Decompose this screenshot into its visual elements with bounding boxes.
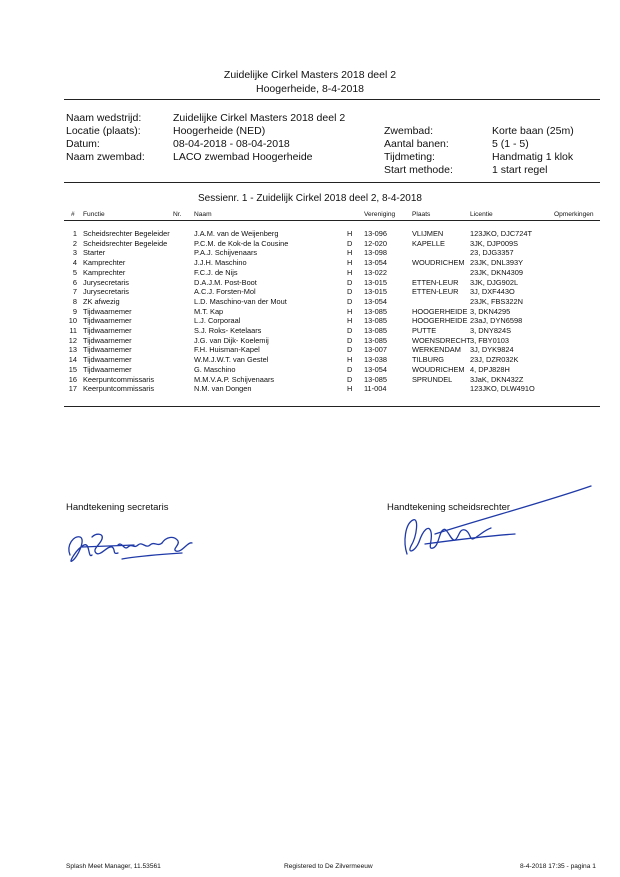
row-number: 4 — [72, 258, 77, 268]
row-plaats: PUTTE — [412, 326, 437, 335]
row-number: 5 — [72, 267, 77, 277]
row-licentie: 3, DNY824S — [470, 326, 512, 335]
row-licentie: 23aJ, DYN6598 — [470, 316, 523, 326]
row-naam: L.D. Maschino-van der Mout — [194, 296, 287, 306]
row-plaats: ETTEN-LEUR — [412, 287, 459, 297]
row-number: 1 — [72, 229, 77, 238]
row-functie: Tijdwaarnemer — [83, 345, 132, 355]
info-value-datum: 08-04-2018 - 08-04-2018 — [173, 138, 290, 150]
row-number: 16 — [68, 374, 77, 384]
table-row — [0, 375, 620, 385]
table-row — [0, 365, 620, 375]
row-functie: Tijdwaarnemer — [83, 355, 132, 365]
signature-label-scheidsrechter: Handtekening scheidsrechter — [387, 502, 511, 513]
row-licentie: 123JKO, DLW491O — [470, 384, 535, 394]
row-sexe: D — [347, 326, 353, 335]
info-value-aantal-banen: 5 (1 - 5) — [492, 138, 529, 150]
row-plaats: KAPELLE — [412, 238, 445, 248]
col-header-functie: Functie — [83, 211, 105, 218]
divider-session — [64, 182, 600, 183]
row-number: 7 — [72, 287, 77, 297]
table-row — [0, 268, 620, 278]
info-value-zwembad: Korte baan (25m) — [492, 125, 574, 137]
row-naam: J.J.H. Maschino — [194, 258, 247, 268]
info-value-naam-zwembad: LACO zwembad Hoogerheide — [173, 151, 313, 163]
row-vereniging: 13-015 — [364, 277, 388, 287]
row-number: 10 — [68, 316, 77, 326]
row-vereniging: 12-020 — [364, 238, 388, 248]
row-naam: J.G. van Dijk- Koelemij — [194, 335, 269, 345]
row-naam: W.M.J.W.T. van Gestel — [194, 355, 269, 365]
divider-table-header — [64, 220, 600, 221]
row-naam: F.H. Huisman-Kapel — [194, 345, 260, 355]
footer-date-page: 8-4-2018 17:35 - pagina 1 — [520, 863, 596, 870]
row-plaats: WOUDRICHEM — [412, 364, 465, 374]
row-plaats: ETTEN-LEUR — [412, 277, 459, 287]
row-licentie: 3JK, DJG902L — [470, 277, 519, 287]
row-sexe: D — [347, 287, 353, 297]
row-sexe: D — [347, 364, 353, 374]
row-naam: M.T. Kap — [194, 306, 224, 316]
row-naam: D.A.J.M. Post-Boot — [194, 277, 257, 287]
row-vereniging: 13-022 — [364, 267, 388, 277]
row-number: 8 — [72, 296, 77, 306]
row-vereniging: 13-098 — [364, 248, 388, 258]
row-licentie: 123JKO, DJC724T — [470, 229, 533, 238]
row-functie: Starter — [83, 248, 106, 258]
table-row — [0, 345, 620, 355]
row-sexe: H — [347, 355, 353, 365]
col-header-number: # — [71, 211, 75, 218]
document-title: Zuidelijke Cirkel Masters 2018 deel 2 — [223, 69, 397, 81]
row-vereniging: 13-085 — [364, 306, 388, 316]
divider-table-bottom — [64, 406, 600, 407]
table-row — [0, 287, 620, 297]
signature-scheidsrechter — [395, 484, 595, 569]
row-licentie: 3JaK, DKN432Z — [470, 374, 524, 384]
row-sexe: H — [347, 306, 353, 316]
footer-registration: Registered to De Zilvermeeuw — [284, 863, 373, 870]
info-label-start-methode: Start methode: — [384, 164, 453, 176]
info-value-start-methode: 1 start regel — [492, 164, 548, 176]
row-functie: Jurysecretaris — [83, 287, 129, 297]
table-row — [0, 307, 620, 317]
col-header-nr: Nr. — [173, 211, 182, 218]
divider-top — [64, 99, 600, 100]
row-vereniging: 13-085 — [364, 316, 388, 326]
row-plaats: HOOGERHEIDE — [412, 316, 468, 326]
row-vereniging: 11-004 — [364, 384, 387, 394]
row-number: 12 — [68, 335, 77, 345]
row-sexe: D — [347, 238, 353, 248]
footer-software: Splash Meet Manager, 11.53561 — [66, 863, 161, 870]
row-sexe: H — [347, 248, 353, 258]
row-vereniging: 13-054 — [364, 364, 388, 374]
row-sexe: H — [347, 316, 353, 326]
row-vereniging: 13-085 — [364, 374, 388, 384]
row-vereniging: 13-085 — [364, 326, 388, 335]
row-vereniging: 13-096 — [364, 229, 388, 238]
row-sexe: H — [347, 267, 353, 277]
table-row — [0, 258, 620, 268]
row-functie: Kamprechter — [83, 267, 126, 277]
row-number: 2 — [72, 238, 77, 248]
col-header-naam: Naam — [194, 211, 212, 218]
info-value-naam-wedstrijd: Zuidelijke Cirkel Masters 2018 deel 2 — [173, 112, 346, 124]
row-plaats: HOOGERHEIDE — [412, 306, 468, 316]
row-functie: Tijdwaarnemer — [83, 316, 132, 326]
row-licentie: 23JK, DNL393Y — [470, 258, 523, 268]
row-licentie: 4, DPJ828H — [470, 364, 510, 374]
signature-secretaris — [62, 515, 202, 575]
row-functie: Keerpuntcommissaris — [83, 384, 155, 394]
row-naam: A.C.J. Forsten-Mol — [194, 287, 256, 297]
row-licentie: 23JK, FBS322N — [470, 296, 523, 306]
row-naam: P.A.J. Schijvenaars — [194, 248, 258, 258]
row-functie: Keerpuntcommissaris — [83, 374, 155, 384]
table-row — [0, 229, 620, 239]
row-vereniging: 13-038 — [364, 355, 388, 365]
row-sexe: D — [347, 277, 353, 287]
row-vereniging: 13-054 — [364, 258, 388, 268]
row-vereniging: 13-054 — [364, 296, 388, 306]
table-row — [0, 278, 620, 288]
row-licentie: 23JK, DKN4309 — [470, 267, 523, 277]
row-vereniging: 13-015 — [364, 287, 388, 297]
info-label-naam-zwembad: Naam zwembad: — [66, 151, 145, 163]
table-row — [0, 336, 620, 346]
row-sexe: D — [347, 374, 353, 384]
col-header-vereniging: Vereniging — [364, 211, 396, 218]
row-vereniging: 13-085 — [364, 335, 388, 345]
row-vereniging: 13-007 — [364, 345, 388, 355]
info-value-locatie: Hoogerheide (NED) — [173, 125, 266, 137]
table-row — [0, 384, 620, 394]
row-licentie: 3JK, DJP009S — [470, 238, 519, 248]
row-naam: L.J. Corporaal — [194, 316, 241, 326]
row-licentie: 23, DJG3357 — [470, 248, 514, 258]
table-row — [0, 326, 620, 336]
row-licentie: 23J, DZR032K — [470, 355, 519, 365]
row-functie: Tijdwaarnemer — [83, 326, 132, 335]
row-number: 17 — [68, 384, 77, 394]
signature-label-secretaris: Handtekening secretaris — [66, 502, 169, 513]
row-plaats: TILBURG — [412, 355, 445, 365]
row-naam: J.A.M. van de Weijenberg — [194, 229, 279, 238]
row-functie: Kamprechter — [83, 258, 126, 268]
row-number: 3 — [72, 248, 77, 258]
row-licentie: 3J, DXF443O — [470, 287, 515, 297]
row-plaats: WOUDRICHEM — [412, 258, 465, 268]
table-row — [0, 355, 620, 365]
row-number: 14 — [68, 355, 77, 365]
row-number: 6 — [72, 277, 77, 287]
row-licentie: 3J, DYK9824 — [470, 345, 514, 355]
row-naam: S.J. Roks- Ketelaars — [194, 326, 262, 335]
row-sexe: H — [347, 258, 353, 268]
row-plaats: WERKENDAM — [412, 345, 461, 355]
col-header-opmerkingen: Opmerkingen — [554, 211, 594, 218]
row-naam: M.M.V.A.P. Schijvenaars — [194, 374, 275, 384]
info-label-tijdmeting: Tijdmeting: — [384, 151, 435, 163]
info-label-aantal-banen: Aantal banen: — [384, 138, 449, 150]
row-naam: F.C.J. de Nijs — [194, 267, 238, 277]
row-sexe: D — [347, 335, 353, 345]
row-number: 15 — [68, 364, 77, 374]
info-label-naam-wedstrijd: Naam wedstrijd: — [66, 112, 142, 124]
info-label-datum: Datum: — [66, 138, 100, 150]
row-functie: Scheidsrechter Begeleide — [83, 238, 168, 248]
row-sexe: D — [347, 345, 353, 355]
row-number: 13 — [68, 345, 77, 355]
row-naam: G. Maschino — [194, 364, 236, 374]
row-sexe: H — [347, 384, 353, 394]
row-functie: Tijdwaarnemer — [83, 335, 132, 345]
table-row — [0, 316, 620, 326]
row-plaats: WOENSDRECHT — [412, 335, 471, 345]
document-subtitle: Hoogerheide, 8-4-2018 — [256, 83, 364, 95]
row-licentie: 3, FBY0103 — [470, 335, 510, 345]
row-number: 11 — [69, 326, 77, 335]
table-row — [0, 297, 620, 307]
table-row — [0, 248, 620, 258]
info-label-zwembad: Zwembad: — [384, 125, 434, 137]
row-naam: N.M. van Dongen — [194, 384, 252, 394]
row-licentie: 3, DKN4295 — [470, 306, 511, 316]
row-functie: ZK afwezig — [83, 296, 120, 306]
row-plaats: SPRUNDEL — [412, 374, 453, 384]
row-functie: Tijdwaarnemer — [83, 306, 132, 316]
row-naam: P.C.M. de Kok-de la Cousine — [194, 238, 289, 248]
row-functie: Scheidsrechter Begeleider — [83, 229, 170, 238]
row-plaats: VLIJMEN — [412, 229, 444, 238]
col-header-licentie: Licentie — [470, 211, 493, 218]
info-label-locatie: Locatie (plaats): — [66, 125, 141, 137]
row-sexe: H — [347, 229, 353, 238]
row-functie: Tijdwaarnemer — [83, 364, 132, 374]
row-sexe: D — [347, 296, 353, 306]
session-title: Sessienr. 1 - Zuidelijk Cirkel 2018 deel 2, 8-4-2018 — [197, 193, 422, 204]
col-header-plaats: Plaats — [412, 211, 431, 218]
row-number: 9 — [72, 306, 77, 316]
info-value-tijdmeting: Handmatig 1 klok — [492, 151, 574, 163]
table-row — [0, 239, 620, 249]
row-functie: Jurysecretaris — [83, 277, 129, 287]
